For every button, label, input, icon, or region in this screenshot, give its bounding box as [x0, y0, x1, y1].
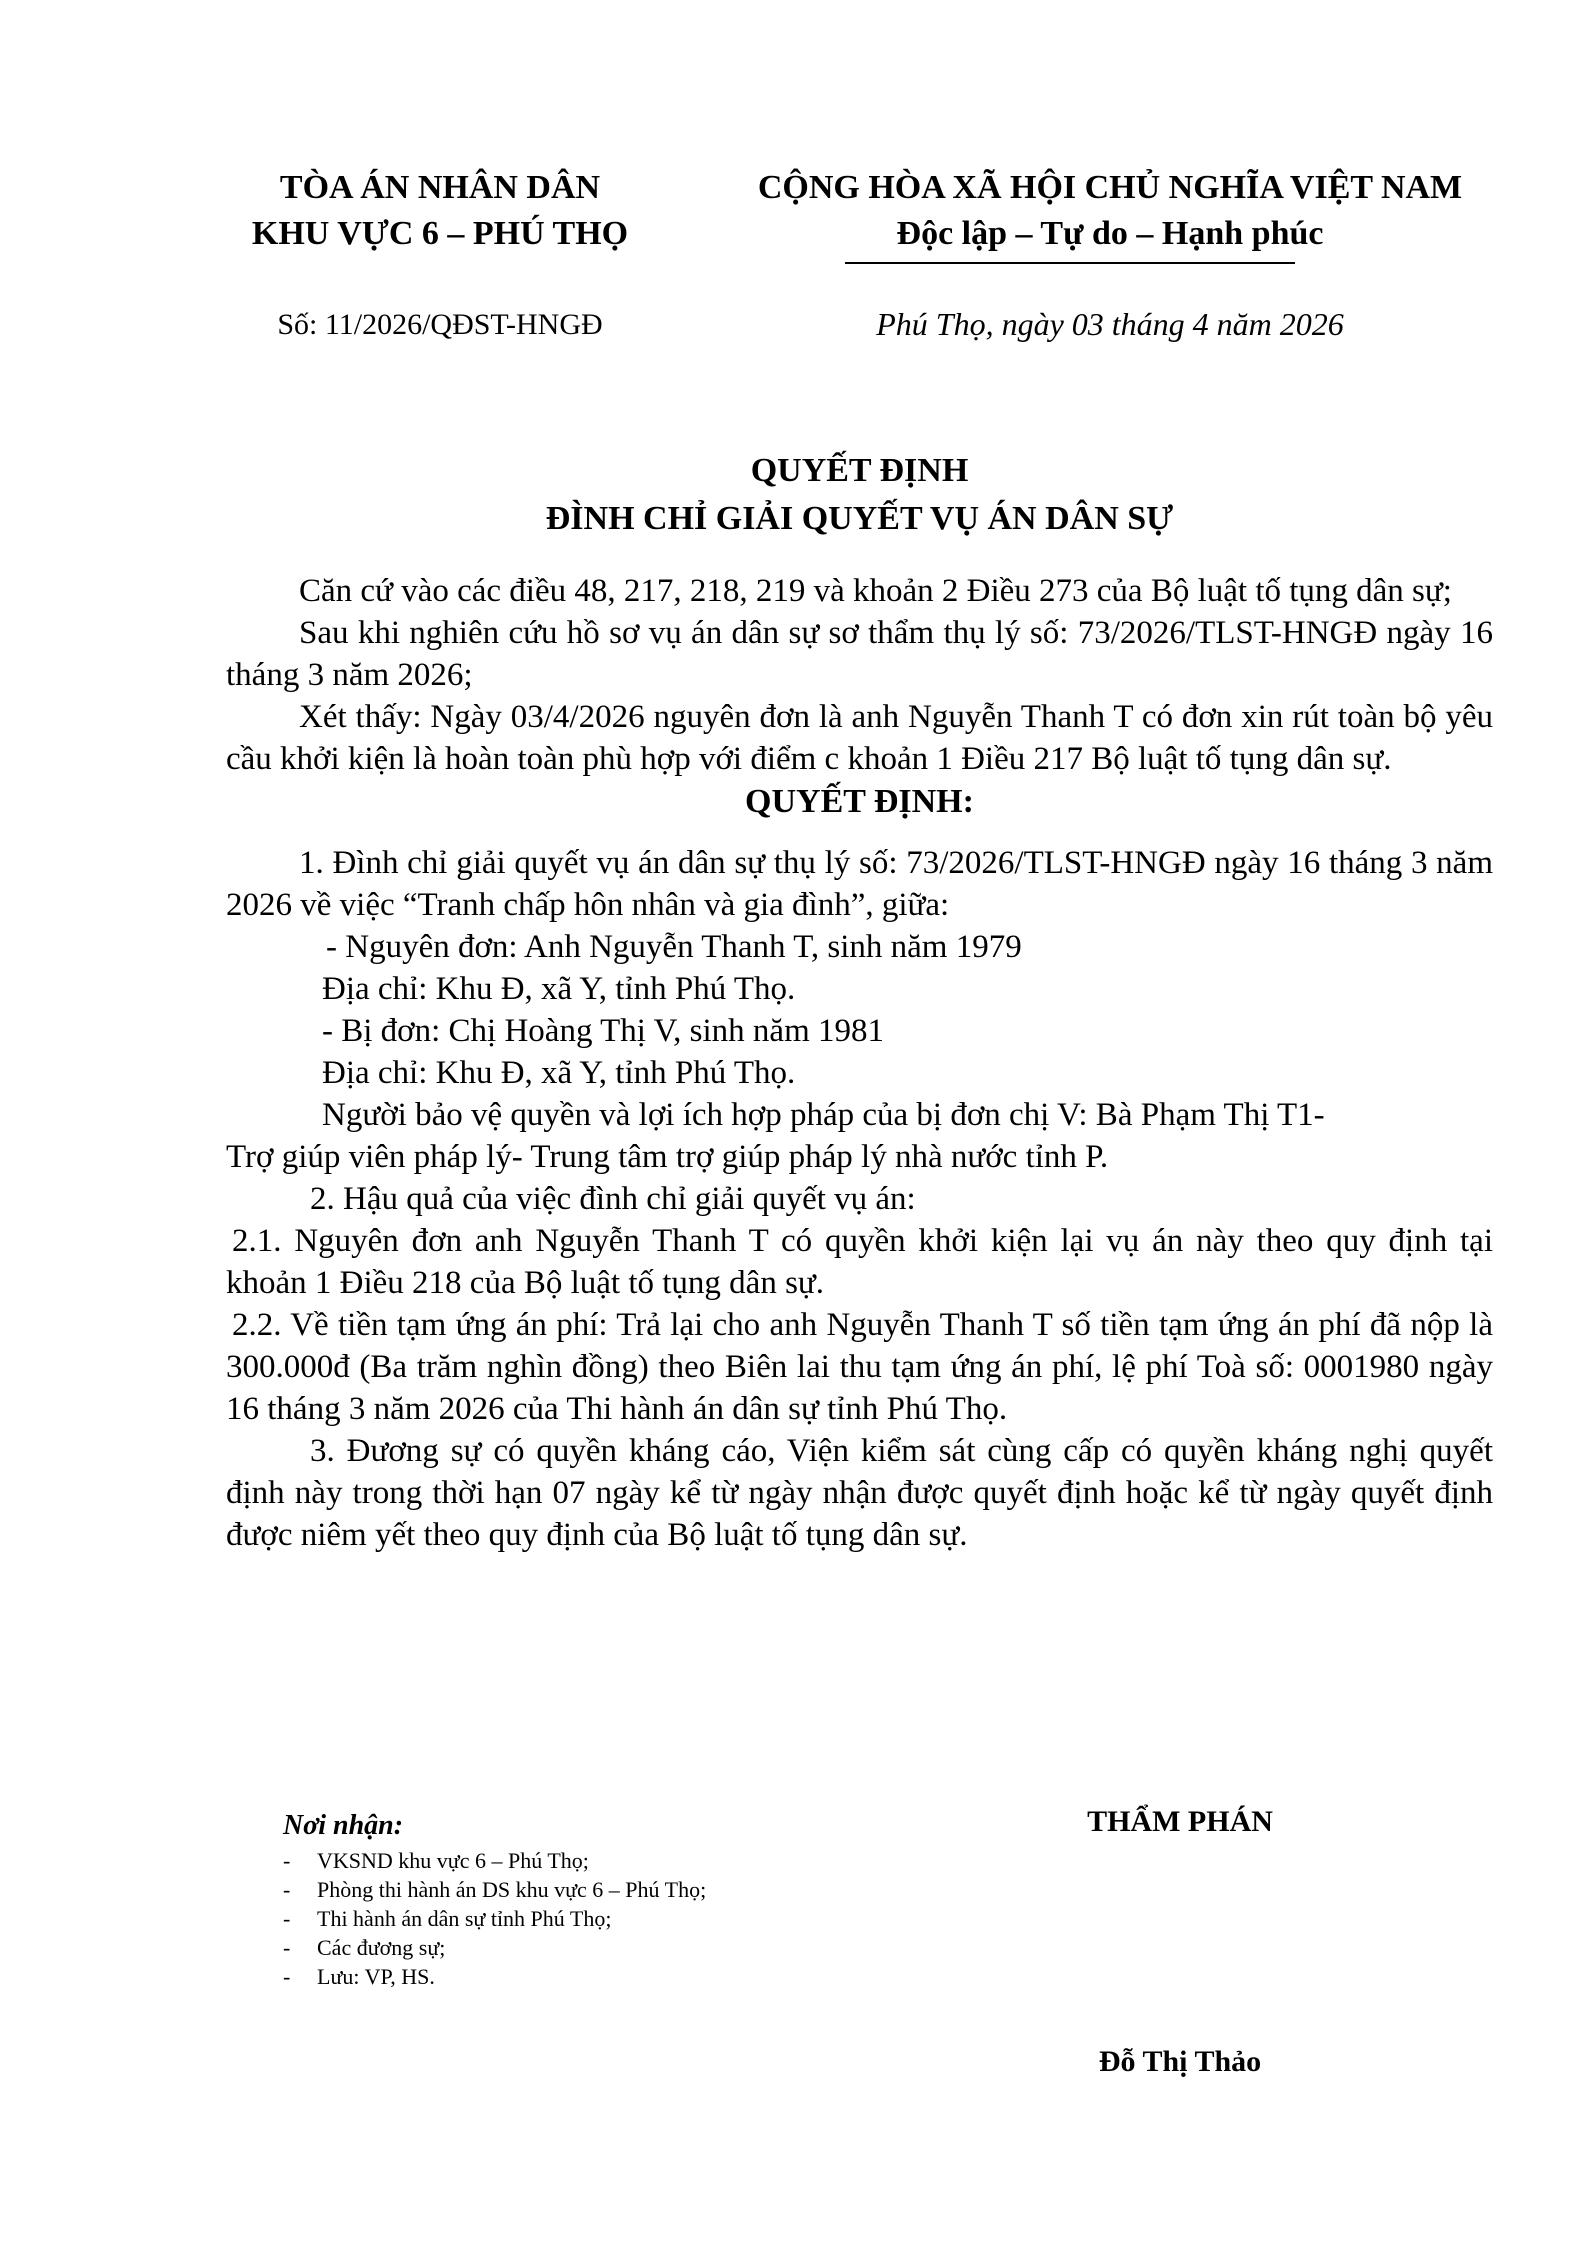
finding-paragraph: Xét thấy: Ngày 03/4/2026 nguyên đơn là anh Nguyễn Thanh T có đơn xin rút toàn bộ yêu cầu khởi kiện là hoàn toàn phù hợp với điểm c khoản 1 Điều 217 Bộ luật tố tụng dân sự. — [226, 699, 1493, 777]
decision-item-2: 2. Hậu quả của việc đình chỉ giải quyết vụ án: — [310, 1181, 916, 1217]
bullet-dash: - — [283, 1877, 291, 1902]
bullet-dash: - — [283, 1848, 291, 1873]
recipient-item: - VKSND khu vực 6 – Phú Thọ; — [283, 1848, 589, 1873]
national-header-block — [700, 165, 1520, 257]
recipients-list — [283, 1846, 983, 1991]
national-name: CỘNG HÒA XÃ HỘI CHỦ NGHĨA VIỆT NAM — [757, 169, 1463, 206]
decision-item-2-1: 2.1. Nguyên đơn anh Nguyễn Thanh T có quyền khởi kiện lại vụ án này theo quy định tại khoản 1 Điều 218 của Bộ luật tố tụng dân sự. — [226, 1223, 1493, 1301]
court-name-line1: TÒA ÁN NHÂN DÂN — [279, 169, 601, 206]
motto-underline-divider — [845, 262, 1295, 264]
place-and-date: Phú Thọ, ngày 03 tháng 4 năm 2026 — [876, 306, 1344, 342]
defender-line-2: Trợ giúp viên pháp lý- Trung tâm trợ giúp pháp lý nhà nước tỉnh P. — [226, 1139, 1109, 1175]
court-name-block — [200, 165, 680, 257]
bullet-dash: - — [283, 1906, 291, 1931]
defendant-address: Địa chỉ: Khu Đ, xã Y, tỉnh Phú Thọ. — [322, 1055, 796, 1091]
recipient-item: - Phòng thi hành án DS khu vực 6 – Phú Thọ; — [283, 1877, 707, 1902]
case-review-paragraph: Sau khi nghiên cứu hồ sơ vụ án dân sự sơ thẩm thụ lý số: 73/2026/TLST-HNGĐ ngày 16 tháng 3 năm 2026; — [226, 615, 1493, 693]
defendant-line: - Bị đơn: Chị Hoàng Thị V, sinh năm 1981 — [322, 1013, 884, 1049]
judge-title: THẨM PHÁN — [1087, 1805, 1273, 1838]
decision-heading: QUYẾT ĐỊNH: — [745, 783, 974, 820]
recipient-item: - Các đương sự; — [283, 1935, 446, 1960]
legal-basis-paragraph: Căn cứ vào các điều 48, 217, 218, 219 và khoản 2 Điều 273 của Bộ luật tố tụng dân sự; — [299, 573, 1452, 609]
national-motto: Độc lập – Tự do – Hạnh phúc — [896, 215, 1324, 252]
court-name-line2: KHU VỰC 6 – PHÚ THỌ — [251, 215, 629, 252]
bullet-dash: - — [283, 1935, 291, 1960]
bullet-dash: - — [283, 1964, 291, 1989]
decision-item-2-2: 2.2. Về tiền tạm ứng án phí: Trả lại cho anh Nguyễn Thanh T số tiền tạm ứng án phí đã nộp là 300.000đ (Ba trăm nghìn đồng) theo Biên lai thu tạm ứng án phí, lệ phí Toà số: 0001980 ngày 16 tháng 3 năm 2026 của Thi hành án dân sự tỉnh Phú Thọ. — [226, 1307, 1493, 1427]
document-number: Số: 11/2026/QĐST-HNGĐ — [277, 308, 603, 341]
document-title-line2: ĐÌNH CHỈ GIẢI QUYẾT VỤ ÁN DÂN SỰ — [545, 500, 1174, 537]
document-title-line1: QUYẾT ĐỊNH — [750, 452, 969, 489]
judge-name: Đỗ Thị Thảo — [1098, 2045, 1262, 2078]
recipient-item: - Thi hành án dân sự tỉnh Phú Thọ; — [283, 1906, 612, 1931]
decision-item-3: 3. Đương sự có quyền kháng cáo, Viện kiểm sát cùng cấp có quyền kháng nghị quyết định này trong thời hạn 07 ngày kể từ ngày nhận được quyết định hoặc kể từ ngày quyết định được niêm yết theo quy định của Bộ luật tố tụng dân sự. — [226, 1433, 1493, 1553]
recipients-block — [283, 1808, 983, 1991]
decision-item-1: 1. Đình chỉ giải quyết vụ án dân sự thụ lý số: 73/2026/TLST-HNGĐ ngày 16 tháng 3 năm 2026 về việc “Tranh chấp hôn nhân và gia đình”, giữa: — [226, 845, 1493, 923]
document-body — [226, 570, 1493, 1556]
document-title — [226, 447, 1493, 543]
defender-line-1: Người bảo vệ quyền và lợi ích hợp pháp của bị đơn chị V: Bà Phạm Thị T1- — [322, 1097, 1325, 1133]
recipients-title: Nơi nhận: — [283, 1810, 404, 1841]
plaintiff-line: - Nguyên đơn: Anh Nguyễn Thanh T, sinh năm 1979 — [326, 929, 1022, 965]
plaintiff-address: Địa chỉ: Khu Đ, xã Y, tỉnh Phú Thọ. — [322, 971, 796, 1007]
recipient-item: - Lưu: VP, HS. — [283, 1964, 435, 1989]
